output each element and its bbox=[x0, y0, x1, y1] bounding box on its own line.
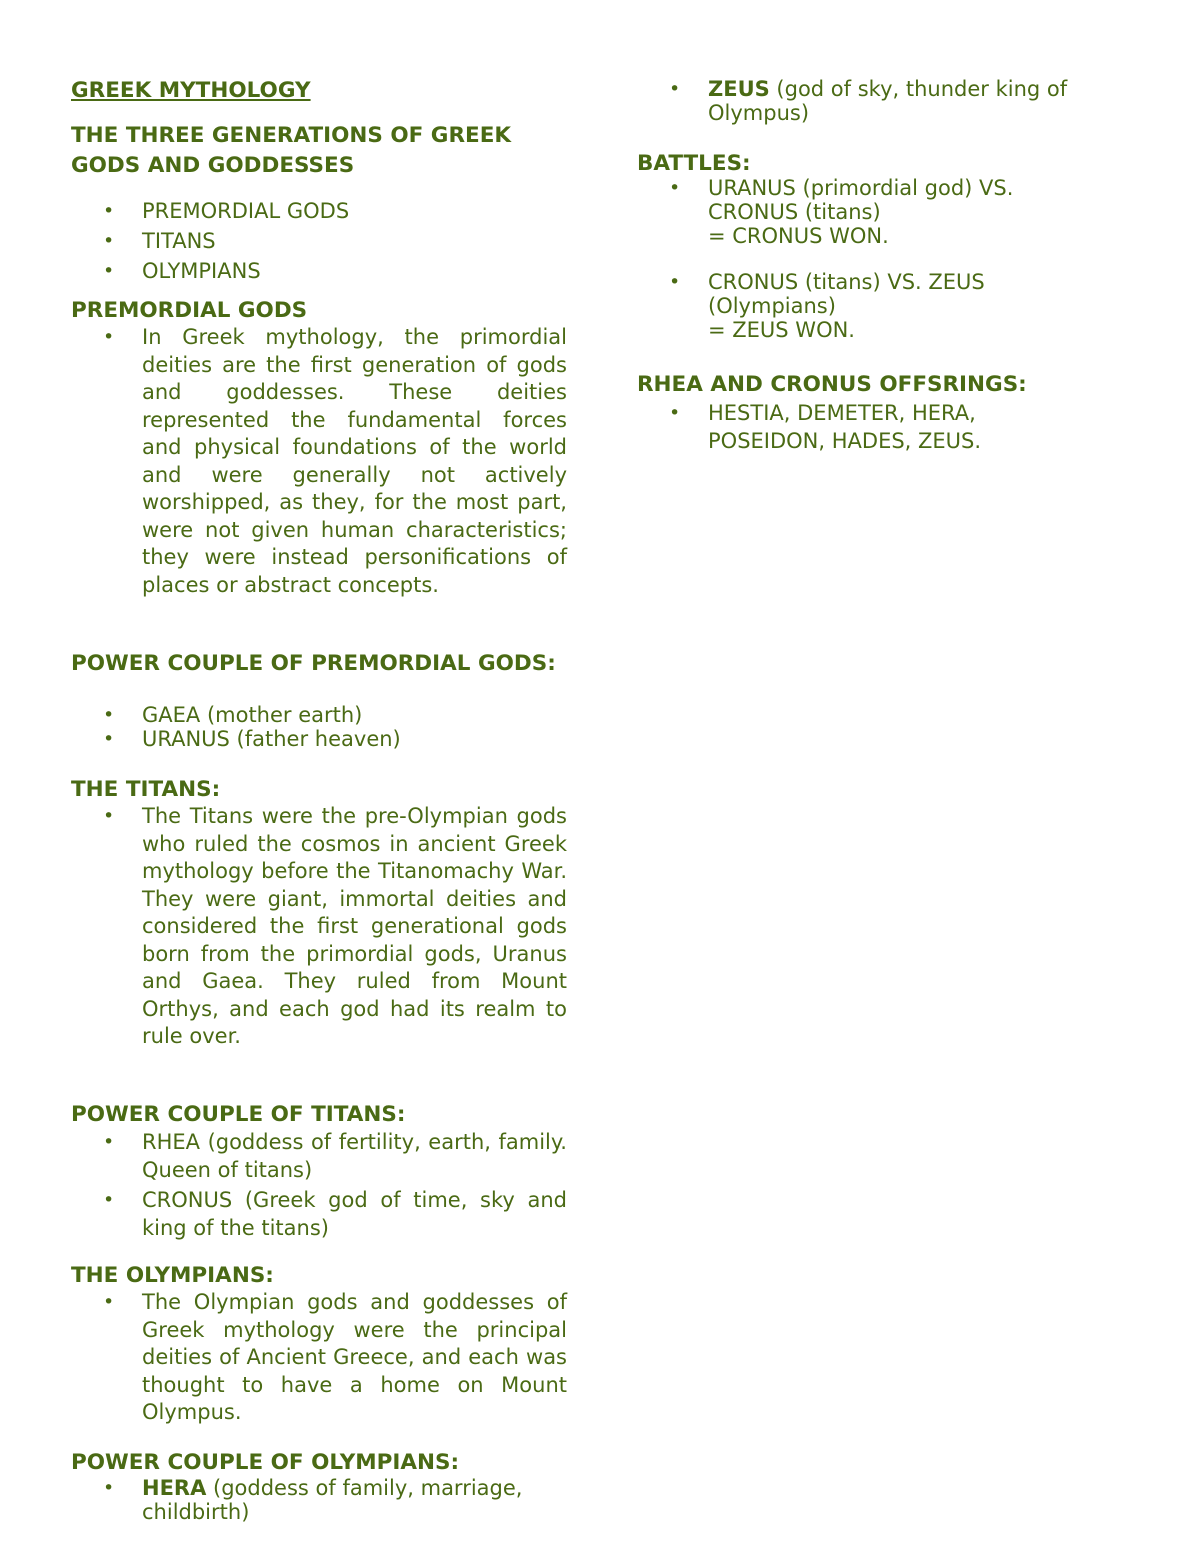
list-item bbox=[71, 1476, 567, 1524]
offsprings-list bbox=[637, 400, 1127, 455]
hera-name: HERA bbox=[142, 1476, 207, 1500]
hera-description: (goddess of family, marriage, childbirth) bbox=[142, 1476, 523, 1524]
power-couple-olympians-list bbox=[71, 1476, 567, 1524]
battle-result: = ZEUS WON. bbox=[708, 318, 855, 342]
document-title: GREEK MYTHOLOGY bbox=[71, 78, 311, 103]
power-couple-olympians-heading: POWER COUPLE OF OLYMPIANS: bbox=[71, 1450, 460, 1475]
list-item bbox=[637, 77, 1127, 125]
battle-line: • CRONUS (titans) VS. ZEUS bbox=[708, 270, 985, 294]
list-item bbox=[637, 270, 1127, 342]
battles-list-2 bbox=[637, 270, 1127, 342]
zeus-name: ZEUS bbox=[708, 77, 770, 101]
list-item: • OLYMPIANS bbox=[71, 256, 567, 286]
olympians-heading: THE OLYMPIANS: bbox=[71, 1263, 274, 1288]
list-item: • GAEA (mother earth) bbox=[71, 703, 567, 727]
list-item bbox=[637, 400, 1127, 455]
offsprings-line: POSEIDON, HADES, ZEUS. bbox=[708, 428, 982, 453]
power-couple-titans-heading: POWER COUPLE OF TITANS: bbox=[71, 1102, 406, 1127]
premordial-heading: PREMORDIAL GODS bbox=[71, 298, 308, 323]
list-item bbox=[637, 176, 1127, 248]
list-item: • URANUS (father heaven) bbox=[71, 727, 567, 751]
zeus-description: (god of sky, thunder king of Olympus) bbox=[708, 77, 1068, 125]
list-item: • CRONUS (Greek god of time, sky and king of the titans) bbox=[71, 1187, 567, 1242]
titans-heading: THE TITANS: bbox=[71, 777, 221, 802]
offsprings-heading: RHEA AND CRONUS OFFSRINGS: bbox=[637, 372, 1027, 397]
battle-line: CRONUS (titans) bbox=[708, 200, 881, 224]
titans-list bbox=[71, 803, 567, 1051]
titans-description: • The Titans were the pre-Olympian gods who ruled the cosmos in ancient Greek mythology before the Titanomachy War. They were giant, immortal deities and considered the first generational gods born from the primordial gods, Uranus and Gaea. They ruled from Mount Orthys, and each god had its realm to rule over. bbox=[71, 803, 567, 1051]
battles-list bbox=[637, 176, 1127, 248]
premordial-list bbox=[71, 324, 567, 599]
power-couple-premordial-heading: POWER COUPLE OF PREMORDIAL GODS: bbox=[71, 651, 556, 676]
zeus-list bbox=[637, 77, 1127, 125]
battles-heading: BATTLES: bbox=[637, 151, 751, 176]
olympians-list bbox=[71, 1289, 567, 1427]
battle-line: • URANUS (primordial god) VS. bbox=[708, 176, 1014, 200]
list-item: • TITANS bbox=[71, 226, 567, 256]
power-couple-premordial-list bbox=[71, 703, 567, 751]
power-couple-titans-list bbox=[71, 1129, 567, 1242]
generations-heading: THE THREE GENERATIONS OF GREEK GODS AND GODDESSES bbox=[71, 123, 512, 178]
olympians-description: • The Olympian gods and goddesses of Greek mythology were the principal deities of Ancient Greece, and each was thought to have a home on Mount Olympus. bbox=[71, 1289, 567, 1427]
list-item: • RHEA (goddess of fertility, earth, family. Queen of titans) bbox=[71, 1129, 567, 1184]
premordial-description: • In Greek mythology, the primordial deities are the first generation of gods and goddesses. These deities represented the fundamental forces and physical foundations of the world and were generally not actively worshipped, as they, for the most part, were not given human characteristics; they were instead personifications of places or abstract concepts. bbox=[71, 324, 567, 599]
generations-list bbox=[71, 196, 567, 286]
battle-result: = CRONUS WON. bbox=[708, 224, 889, 248]
offsprings-line: • HESTIA, DEMETER, HERA, bbox=[708, 401, 976, 425]
battle-line: (Olympians) bbox=[708, 294, 836, 318]
list-item: • PREMORDIAL GODS bbox=[71, 196, 567, 226]
